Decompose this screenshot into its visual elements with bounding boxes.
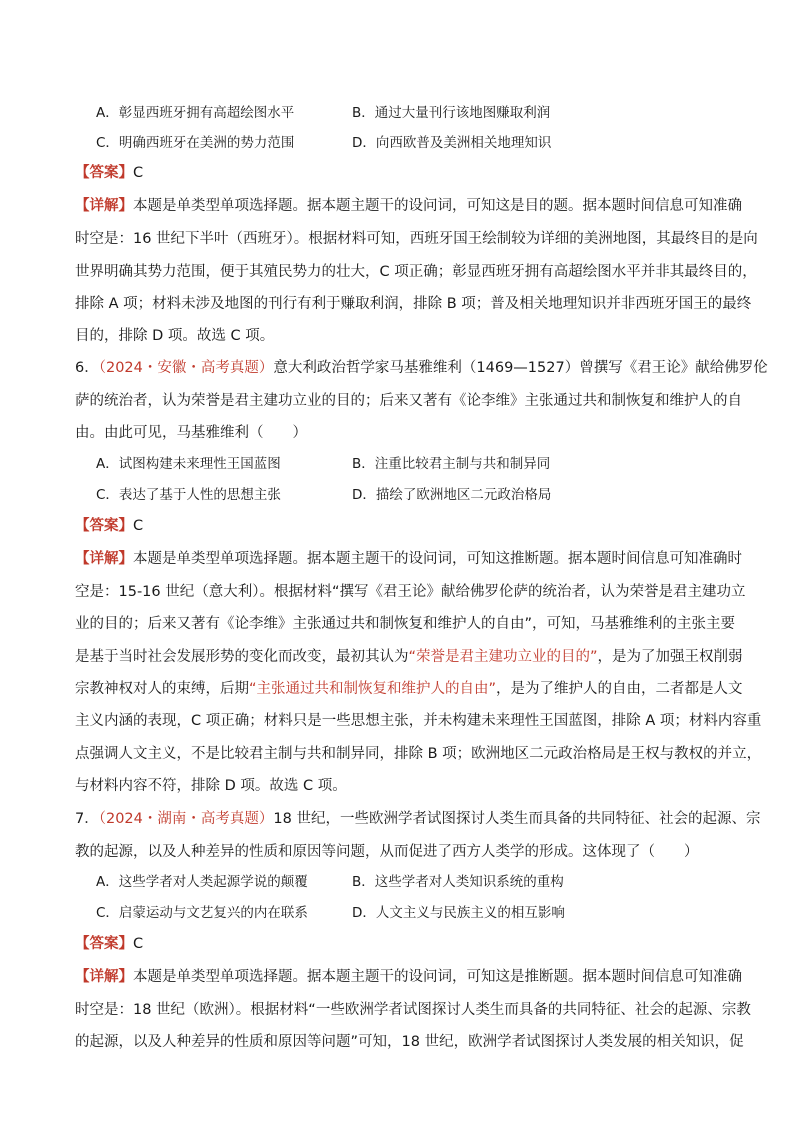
q6-detail-line: 空是：15-16 世纪（意大利）。根据材料“撰写《君王论》献给佛罗伦萨的统治者，认为荣誉是君主建功立 [75, 584, 746, 600]
q7-detail-line [75, 967, 742, 987]
q6-detail-line: 点强调人文主义，不是比较君主制与共和制异同，排除 B 项；欧洲地区二元政治格局是王权与教权的并立， [75, 746, 762, 762]
q6-detail-line: 业的目的；后来又著有《论李维》主张通过共和制恢复和维护人的自由”，可知，马基雅维利的主张主要 [75, 616, 736, 632]
answer-tag: 【答案】 [75, 518, 133, 534]
detail-text: ，是为了维护人的自由，二者都是人文 [496, 681, 743, 697]
q5-option-b: B．通过大量刊行该地图赚取利润 [352, 105, 551, 121]
q5-detail-line: 世界明确其势力范围，便于其殖民势力的壮大，C 项正确；彰显西班牙拥有高超绘图水平并非其最终目的， [75, 264, 757, 280]
highlighted-quote: “主张通过共和制恢复和维护人的自由” [249, 681, 497, 697]
q6-detail-line: 主义内涵的表现，C 项正确；材料只是一些思想主张，并未构建未来理性王国蓝图，排除 A 项；材料内容重 [75, 713, 762, 729]
q6-stem-line: 由。由此可见，马基雅维利（ ） [75, 425, 307, 441]
stem-text: 18 世纪，一些欧洲学者试图探讨人类生而具备的共同特征、社会的起源、宗 [273, 811, 761, 827]
stem-text: 意大利政治哲学家马基雅维利（1469—1527）曾撰写《君王论》献给佛罗伦 [273, 360, 768, 376]
q5-option-d: D．向西欧普及美洲相关地理知识 [352, 135, 552, 151]
q6-stem-line [75, 358, 768, 378]
answer-value: C [133, 936, 144, 952]
q6-detail-line [75, 647, 743, 667]
q5-option-c: C．明确西班牙在美洲的势力范围 [96, 135, 295, 151]
answer-tag: 【答案】 [75, 165, 133, 181]
detail-text: 宗教神权对人的束缚，后期 [75, 681, 249, 697]
detail-tag: 【详解】 [75, 198, 133, 214]
q6-stem-line: 萨的统治者，认为荣誉是君主建功立业的目的；后来又著有《论李维》主张通过共和制恢复和维护人的自 [75, 393, 742, 409]
answer-tag: 【答案】 [75, 936, 133, 952]
detail-text: 本题是单类型单项选择题。据本题主题干的设问词，可知这是推断题。据本题时间信息可知准确 [133, 969, 742, 985]
q6-option-b: B．注重比较君主制与共和制异同 [352, 456, 551, 472]
detail-tag: 【详解】 [75, 551, 133, 567]
q6-answer [75, 516, 735, 536]
q7-detail-line: 的起源，以及人种差异的性质和原因等问题”可知，18 世纪，欧洲学者试图探讨人类发展的相关知识，促 [75, 1034, 744, 1050]
q7-option-b: B．这些学者对人类知识系统的重构 [352, 874, 564, 890]
q6-option-c: C．表达了基于人性的思想主张 [96, 487, 281, 503]
detail-text: 本题是单类型单项选择题。据本题主题干的设问词，可知这推断题。据本题时间信息可知准确时 [133, 551, 742, 567]
q6-detail-line [75, 549, 742, 569]
highlighted-quote: “荣誉是君主建功立业的目的” [408, 649, 598, 665]
question-number: 7． [75, 811, 99, 827]
detail-text: 本题是单类型单项选择题。据本题主题干的设问词，可知这是目的题。据本题时间信息可知准确 [133, 198, 742, 214]
q5-detail-line: 时空是：16 世纪下半叶（西班牙）。根据材料可知，西班牙国王绘制较为详细的美洲地图，其最终目的是向 [75, 231, 758, 247]
answer-value: C [133, 165, 144, 181]
question-number: 6． [75, 360, 99, 376]
q7-option-c: C．启蒙运动与文艺复兴的内在联系 [96, 905, 308, 921]
q5-detail-line: 目的，排除 D 项。故选 C 项。 [75, 328, 275, 344]
q7-answer [75, 934, 735, 954]
q7-option-d: D．人文主义与民族主义的相互影响 [352, 905, 565, 921]
question-source: （2024・安徽・高考真题） [98, 360, 274, 376]
detail-text: 是基于当时社会发展形势的变化而改变，最初其认为 [75, 649, 409, 665]
q5-answer [75, 163, 735, 183]
q6-detail-line [75, 679, 743, 699]
q5-detail-line: 排除 A 项；材料未涉及地图的刊行有利于赚取利润，排除 B 项；普及相关地理知识并非西班牙国王的最终 [75, 296, 752, 312]
question-source: （2024・湖南・高考真题） [98, 811, 274, 827]
q6-option-a: A．试图构建未来理性王国蓝图 [96, 456, 281, 472]
q5-option-a: A．彰显西班牙拥有高超绘图水平 [96, 105, 295, 121]
detail-text: ，是为了加强王权削弱 [597, 649, 743, 665]
detail-tag: 【详解】 [75, 969, 133, 985]
q7-detail-line: 时空是：18 世纪（欧洲）。根据材料“一些欧洲学者试图探讨人类生而具备的共同特征、社会的起源、宗教 [75, 1002, 751, 1018]
q6-detail-line: 与材料内容不符，排除 D 项。故选 C 项。 [75, 778, 347, 794]
q7-stem-line [75, 809, 761, 829]
q6-option-d: D．描绘了欧洲地区二元政治格局 [352, 487, 552, 503]
q7-option-a: A．这些学者对人类起源学说的颠覆 [96, 874, 308, 890]
answer-value: C [133, 518, 144, 534]
q5-detail-line [75, 196, 742, 216]
q7-stem-line: 教的起源，以及人种差异的性质和原因等问题，从而促进了西方人类学的形成。这体现了（ ） [75, 844, 699, 860]
